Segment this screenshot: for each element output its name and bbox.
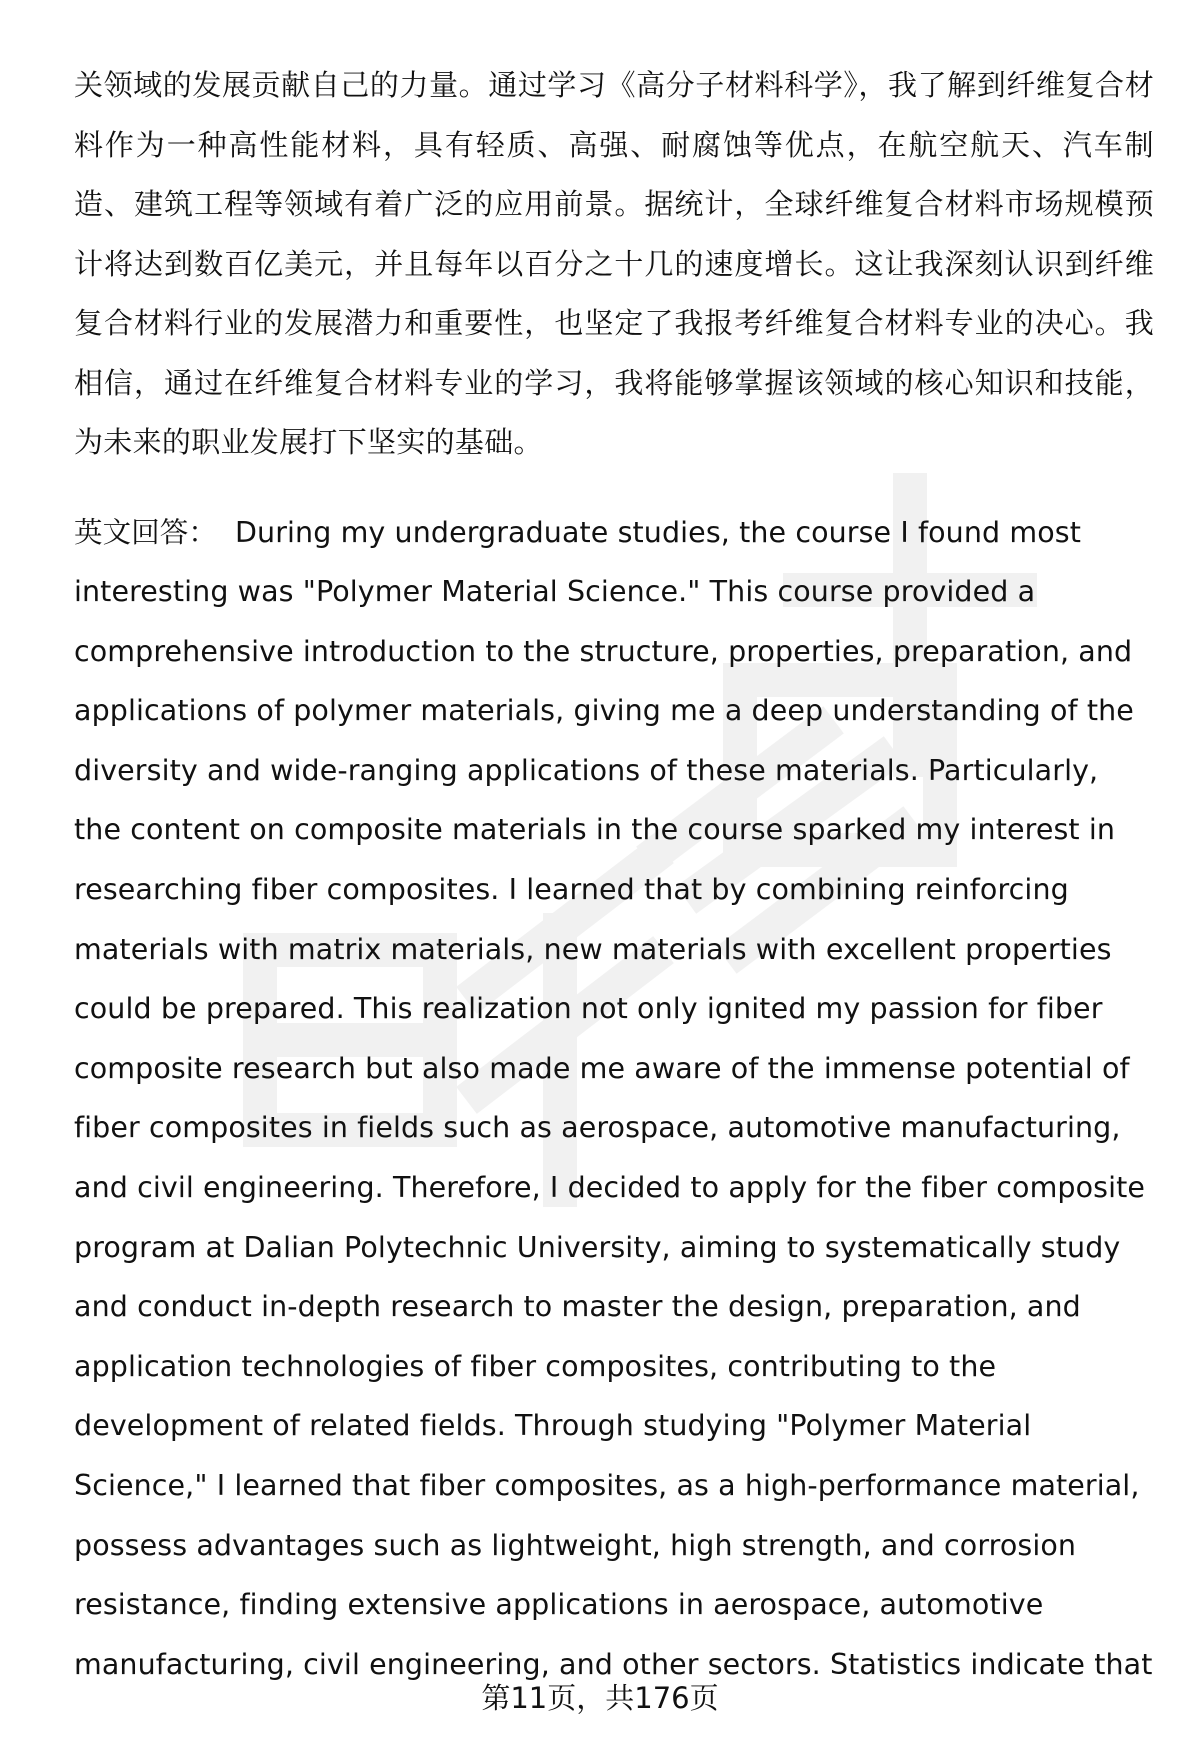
chinese-answer-paragraph: 关领域的发展贡献自己的力量。通过学习《高分子材料科学》，我了解到纤维复合材料作为一种高性能材料，具有轻质、高强、耐腐蚀等优点，在航空航天、汽车制造、建筑工程等领域有着广泛的应用前景。据统计，全球纤维复合材料市场规模预计将达到数百亿美元，并且每年以百分之十几的速度增长。这让我深刻认识到纤维复合材料行业的发展潜力和重要性，也坚定了我报考纤维复合材料专业的决心。我相信，通过在纤维复合材料专业的学习，我将能够掌握该领域的核心知识和技能，为未来的职业发展打下坚实的基础。 (74, 68, 1154, 459)
main-content (74, 56, 1154, 1694)
page-footer: 第11页，共176页 (481, 1681, 719, 1715)
english-answer-paragraph (74, 503, 1154, 1695)
english-answer-text: During my undergraduate studies, the course I found most interesting was "Polymer Material Science." This course provided a comprehensive introduction to the structure, properties, preparation, and applications of polymer materials, giving me a deep understanding of the diversity and wide-ranging applications of these materials. Particularly, the content on composite materials in the course sparked my interest in researching fiber composites. I learned that by combining reinforcing materials with matrix materials, new materials with excellent properties could be prepared. This realization not only ignited my passion for fiber composite research but also made me aware of the immense potential of fiber composites in fields such as aerospace, automotive manufacturing, and civil engineering. Therefore, I decided to apply for the fiber composite program at Dalian Polytechnic University, aiming to systematically study and conduct in-depth research to master the design, preparation, and application technologies of fiber composites, contributing to the development of related fields. Through studying "Polymer Material Science," I learned that fiber composites, as a high-performance material, possess advantages such as lightweight, high strength, and corrosion resistance, finding extensive applications in aerospace, automotive manufacturing, civil engineering, and other sectors. Statistics indicate that (74, 515, 1153, 1681)
english-answer-label: 英文回答： (74, 515, 218, 549)
